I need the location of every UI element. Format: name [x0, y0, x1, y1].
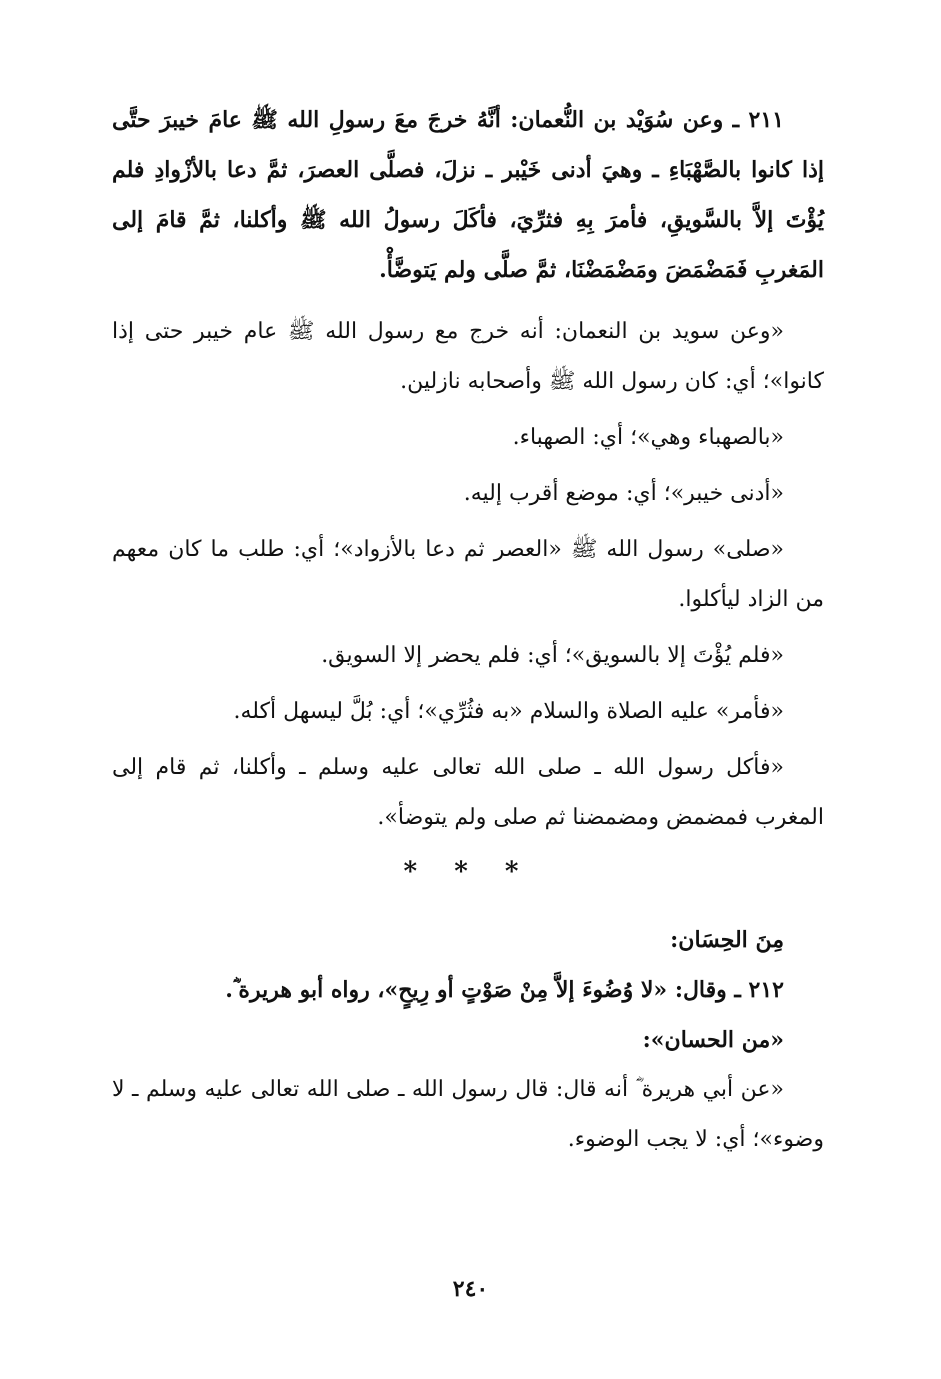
commentary-paragraph: «فلم يُؤْتَ إلا بالسويق»؛ أي: فلم يحضر إلا السويق.: [321, 643, 784, 668]
commentary-paragraph: «فأكل رسول الله ـ صلى الله تعالى عليه وسلم ـ وأكلنا، ثم قام إلى المغرب فمضمض ومضمضنا ثم صلى ولم يتوضأ».: [112, 755, 824, 830]
commentary-paragraph: «أدنى خيبر»؛ أي: موضع أقرب إليه.: [463, 481, 784, 506]
commentary-paragraph: «عن أبي هريرة ؓ أنه قال: قال رسول الله ـ صلى الله تعالى عليه وسلم ـ لا وضوء»؛ أي: لا يجب الوضوء.: [112, 1077, 824, 1152]
page-body: [112, 95, 824, 1165]
commentary-paragraph: «بالصهباء وهي»؛ أي: الصهباء.: [512, 425, 784, 450]
commentary-paragraph: «فأمر» عليه الصلاة والسلام «به فثُرِّي»؛ أي: بُلَّ ليسهل أكله.: [233, 699, 784, 724]
section-heading: مِنَ الحِسَان:: [670, 927, 784, 953]
hadith-211-text: ٢١١ ـ وعن سُوَيْد بن النُّعمان: أنَّهُ خرجَ معَ رسولِ الله ﷺ عامَ خيبرَ حتَّى إذا كانوا بالصَّهْبَاءِ ـ وهيَ أدنى خَيْبر ـ نزلَ، فصلَّى العصرَ، ثمَّ دعا بالأزْوادِ فلم يُؤْتَ إلاَّ بالسَّويقِ، فأمرَ بِهِ فثرِّيَ، فأكَلَ رسولُ الله ﷺ وأكلنا، ثمَّ قامَ إلى المَغربِ فَمَضْمَضَ ومَضْمَضْنَا، ثمَّ صلَّى ولم يَتوضَّأْ.: [112, 107, 824, 283]
page-number: ٢٤٠: [452, 1276, 489, 1302]
commentary-paragraph: «وعن سويد بن النعمان: أنه خرج مع رسول الله ﷺ عام خيبر حتى إذا كانوا»؛ أي: كان رسول الله ﷺ وأصحابه نازلين.: [112, 319, 824, 394]
hadith-212-text: ٢١٢ ـ وقال: «لا وُضُوءَ إلاَّ مِنْ صَوْتٍ أو رِيحٍ»، رواه أبو هريرة ؓ.: [225, 977, 784, 1003]
section-separator: * * *: [403, 857, 533, 887]
commentary-paragraph: «صلى» رسول الله ﷺ «العصر ثم دعا بالأزواد»؛ أي: طلب ما كان معهم من الزاد ليأكلوا.: [112, 537, 824, 612]
commentary-heading: «من الحسان»:: [642, 1027, 784, 1053]
